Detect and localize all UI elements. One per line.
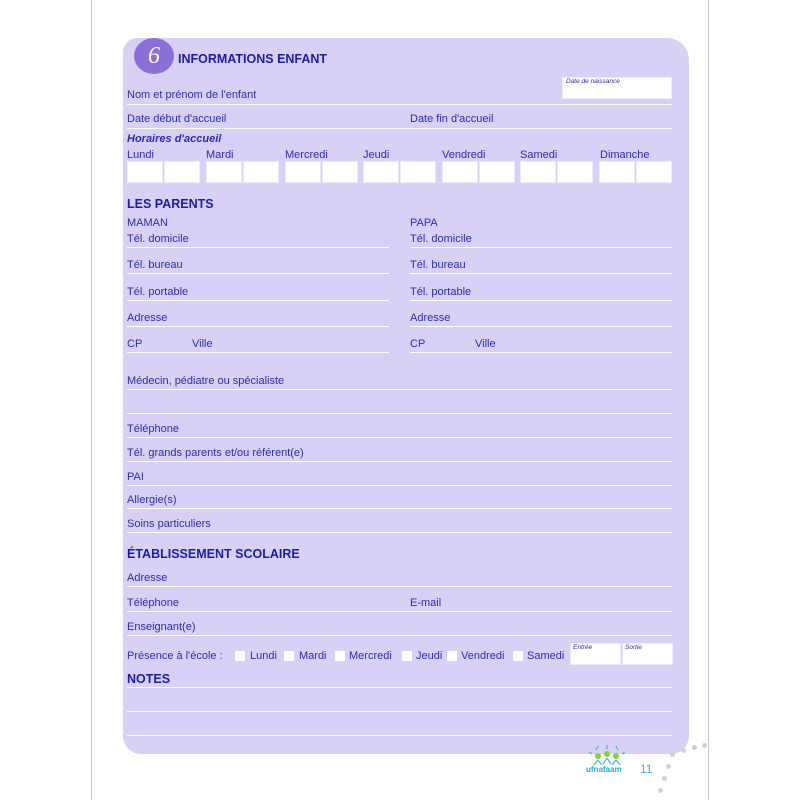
end-date-label: Date fin d'accueil [410,113,494,125]
special-care-line[interactable] [127,532,672,533]
mother-cp-label: CP [127,338,143,350]
hours-field-lundi-out[interactable] [164,161,200,183]
allergies-label: Allergie(s) [127,494,177,506]
allergies-line[interactable] [127,508,672,509]
hours-field-dimanche-in[interactable] [599,161,635,183]
doctor-line-2[interactable] [127,413,672,414]
hours-field-vendredi-out[interactable] [479,161,515,183]
father-mobile-phone-line[interactable] [410,300,672,301]
pai-label: PAI [127,471,144,483]
presence-day-jeudi: Jeudi [416,650,443,662]
hours-field-mercredi-out[interactable] [322,161,358,183]
mother-mobile-phone-label: Tél. portable [127,286,189,298]
presence-day-samedi: Samedi [527,650,565,662]
hours-field-vendredi-in[interactable] [442,161,478,183]
section-number-badge: 6 [134,38,174,74]
father-city-label: Ville [475,338,496,350]
grandparents-phone-line[interactable] [127,461,672,462]
father-office-phone-label: Tél. bureau [410,259,466,271]
mother-label: MAMAN [127,217,168,229]
teacher-label: Enseignant(e) [127,621,196,633]
page-number: 11 [640,762,653,776]
hours-field-samedi-out[interactable] [557,161,593,183]
hours-label: Horaires d'accueil [127,133,222,145]
special-care-label: Soins particuliers [127,518,211,530]
father-label: PAPA [410,217,438,229]
mother-city-label: Ville [192,338,213,350]
day-label-vendredi: Vendredi [442,149,486,161]
presence-day-vendredi: Vendredi [461,650,505,662]
school-phone-email-line[interactable] [127,611,672,612]
doctor-label: Médecin, pédiatre ou spécialiste [127,375,285,387]
mother-home-phone-line[interactable] [127,247,389,248]
dates-line[interactable] [127,128,672,129]
hours-field-lundi-in[interactable] [127,161,163,183]
grandparents-phone-label: Tél. grands parents et/ou référent(e) [127,447,304,459]
presence-checkbox-vendredi[interactable] [447,651,457,661]
doctor-phone-line[interactable] [127,437,672,438]
section-title: INFORMATIONS ENFANT [178,52,328,66]
mother-cp-city-line[interactable] [127,352,389,353]
day-label-jeudi: Jeudi [363,149,390,161]
presence-checkbox-samedi[interactable] [513,651,523,661]
hours-field-samedi-in[interactable] [520,161,556,183]
presence-day-lundi: Lundi [250,650,277,662]
father-address-line[interactable] [410,326,672,327]
school-heading: ÉTABLISSEMENT SCOLAIRE [127,547,300,561]
father-office-phone-line[interactable] [410,273,672,274]
father-home-phone-label: Tél. domicile [410,233,472,245]
school-phone-label: Téléphone [127,597,179,609]
presence-checkbox-jeudi[interactable] [402,651,412,661]
school-address-label: Adresse [127,572,168,584]
notes-line-1[interactable] [127,687,672,688]
father-cp-label: CP [410,338,426,350]
father-address-label: Adresse [410,312,451,324]
school-presence-label: Présence à l'école : [127,650,223,662]
day-label-mercredi: Mercredi [285,149,328,161]
day-label-dimanche: Dimanche [600,149,650,161]
parents-heading: LES PARENTS [127,197,214,211]
presence-day-mercredi: Mercredi [349,650,392,662]
hours-field-jeudi-out[interactable] [400,161,436,183]
mother-home-phone-label: Tél. domicile [127,233,189,245]
notes-line-3[interactable] [127,735,672,736]
mother-office-phone-line[interactable] [127,273,389,274]
day-label-lundi: Lundi [127,149,154,161]
logo-text: ufnafaam [586,765,622,774]
pai-line[interactable] [127,485,672,486]
school-email-label: E-mail [410,597,442,609]
father-mobile-phone-label: Tél. portable [410,286,472,298]
mother-mobile-phone-line[interactable] [127,300,389,301]
mother-address-label: Adresse [127,312,168,324]
presence-checkbox-lundi[interactable] [235,651,245,661]
notes-heading: NOTES [127,672,171,686]
presence-checkbox-mercredi[interactable] [335,651,345,661]
notes-line-2[interactable] [127,711,672,712]
hours-field-mardi-out[interactable] [243,161,279,183]
father-cp-city-line[interactable] [410,352,672,353]
presence-day-mardi: Mardi [299,650,327,662]
child-name-label: Nom et prénom de l'enfant [127,89,257,101]
child-name-line[interactable] [127,104,672,105]
doctor-phone-label: Téléphone [127,423,179,435]
father-home-phone-line[interactable] [410,247,672,248]
exit-time-label: Sortie [625,644,642,651]
hours-field-mercredi-in[interactable] [285,161,321,183]
doctor-line[interactable] [127,389,672,390]
mother-address-line[interactable] [127,326,389,327]
hours-field-jeudi-in[interactable] [363,161,399,183]
entry-time-label: Entrée [573,644,593,651]
presence-checkbox-mardi[interactable] [284,651,294,661]
hours-field-dimanche-out[interactable] [636,161,672,183]
day-label-samedi: Samedi [520,149,558,161]
mother-office-phone-label: Tél. bureau [127,259,183,271]
school-address-line[interactable] [127,586,672,587]
birth-date-label: Date de naissance [566,78,620,85]
day-label-mardi: Mardi [206,149,234,161]
teacher-line[interactable] [127,635,672,636]
start-date-label: Date début d'accueil [127,113,227,125]
hours-field-mardi-in[interactable] [206,161,242,183]
